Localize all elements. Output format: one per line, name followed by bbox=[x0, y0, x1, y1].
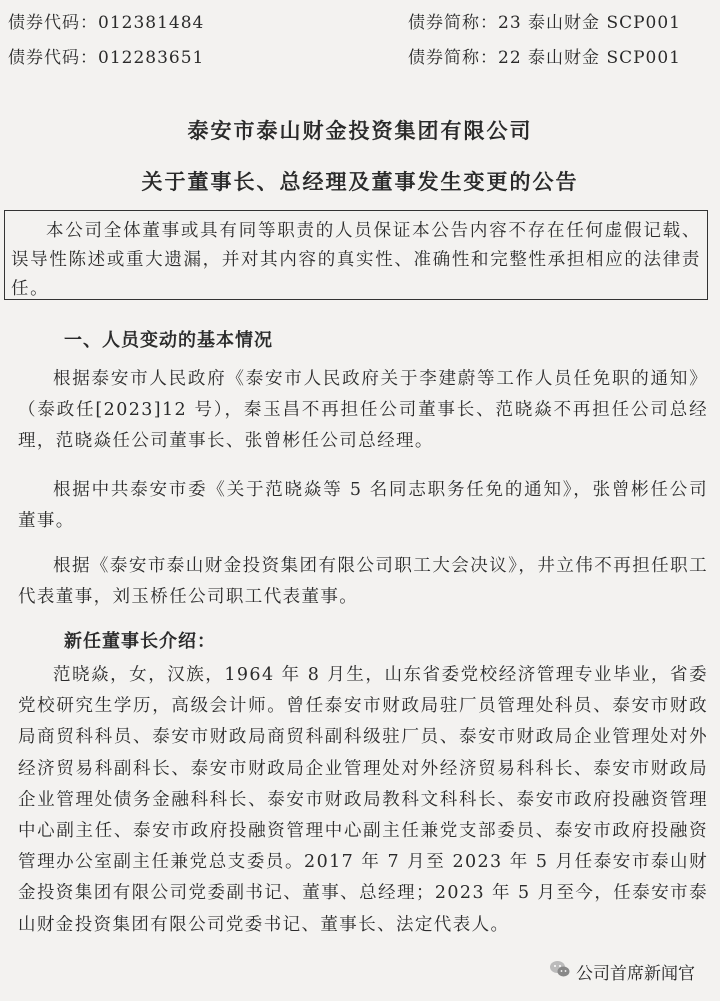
company-title: 泰安市泰山财金投资集团有限公司 bbox=[187, 118, 533, 143]
section-heading-2: 新任董事长介绍： bbox=[64, 631, 216, 652]
wechat-icon bbox=[548, 957, 572, 986]
paragraph-1: 根据泰安市人民政府《泰安市人民政府关于李建蔚等工作人员任免职的通知》（泰政任[2023]12 号），秦玉昌不再担任公司董事长、范晓焱不再担任公司总经理，范晓焱任公司董事长、张曾彬任公司总经理。 bbox=[18, 369, 708, 451]
bond-short-name-1: 债券简称：23 泰山财金 SCP001 bbox=[408, 13, 681, 33]
watermark bbox=[548, 957, 695, 986]
section-heading-1: 一、人员变动的基本情况 bbox=[64, 330, 273, 351]
announcement-title: 关于董事长、总经理及董事发生变更的公告 bbox=[141, 169, 579, 194]
watermark-text: 公司首席新闻官 bbox=[576, 964, 695, 984]
paragraph-2: 根据中共泰安市委《关于范晓焱等 5 名同志职务任免的通知》，张曾彬任公司董事。 bbox=[18, 480, 708, 531]
bond-short-name-2: 债券简称：22 泰山财金 SCP001 bbox=[408, 48, 681, 68]
bond-row-2 bbox=[0, 43, 720, 73]
paragraph-3: 根据《泰安市泰山财金投资集团有限公司职工大会决议》，井立伟不再担任职工代表董事，刘玉桥任公司职工代表董事。 bbox=[18, 556, 708, 607]
bond-row-1 bbox=[0, 8, 720, 38]
disclaimer-box bbox=[4, 210, 708, 300]
disclaimer-text: 本公司全体董事或具有同等职责的人员保证本公告内容不存在任何虚假记载、误导性陈述或重大遗漏，并对其内容的真实性、准确性和完整性承担相应的法律责任。 bbox=[11, 221, 701, 299]
bond-code-1: 债券代码：012381484 bbox=[8, 13, 205, 33]
chairman-bio: 范晓焱，女，汉族，1964 年 8 月生，山东省委党校经济管理专业毕业，省委党校研究生学历，高级会计师。曾任泰安市财政局驻厂员管理处科员、泰安市财政局商贸科科员、泰安市财政局商贸科副科级驻厂员、泰安市财政局企业管理处对外经济贸易科副科长、泰安市财政局企业管理处对外经济贸易科科长、泰安市财政局企业管理处债务金融科科长、泰安市财政局教科文科科长、泰安市政府投融资管理中心副主任、泰安市政府投融资管理中心副主任兼党支部委员、泰安市政府投融资管理办公室副主任兼党总支委员。2017 年 7 月至 2023 年 5 月任泰安市泰山财金投资集团有限公司党委副书记、董事、总经理；2023 年 5 月至今，任泰安市泰山财金投资集团有限公司党委书记、董事长、法定代表人。 bbox=[18, 665, 708, 935]
bond-code-2: 债券代码：012283651 bbox=[8, 48, 205, 68]
